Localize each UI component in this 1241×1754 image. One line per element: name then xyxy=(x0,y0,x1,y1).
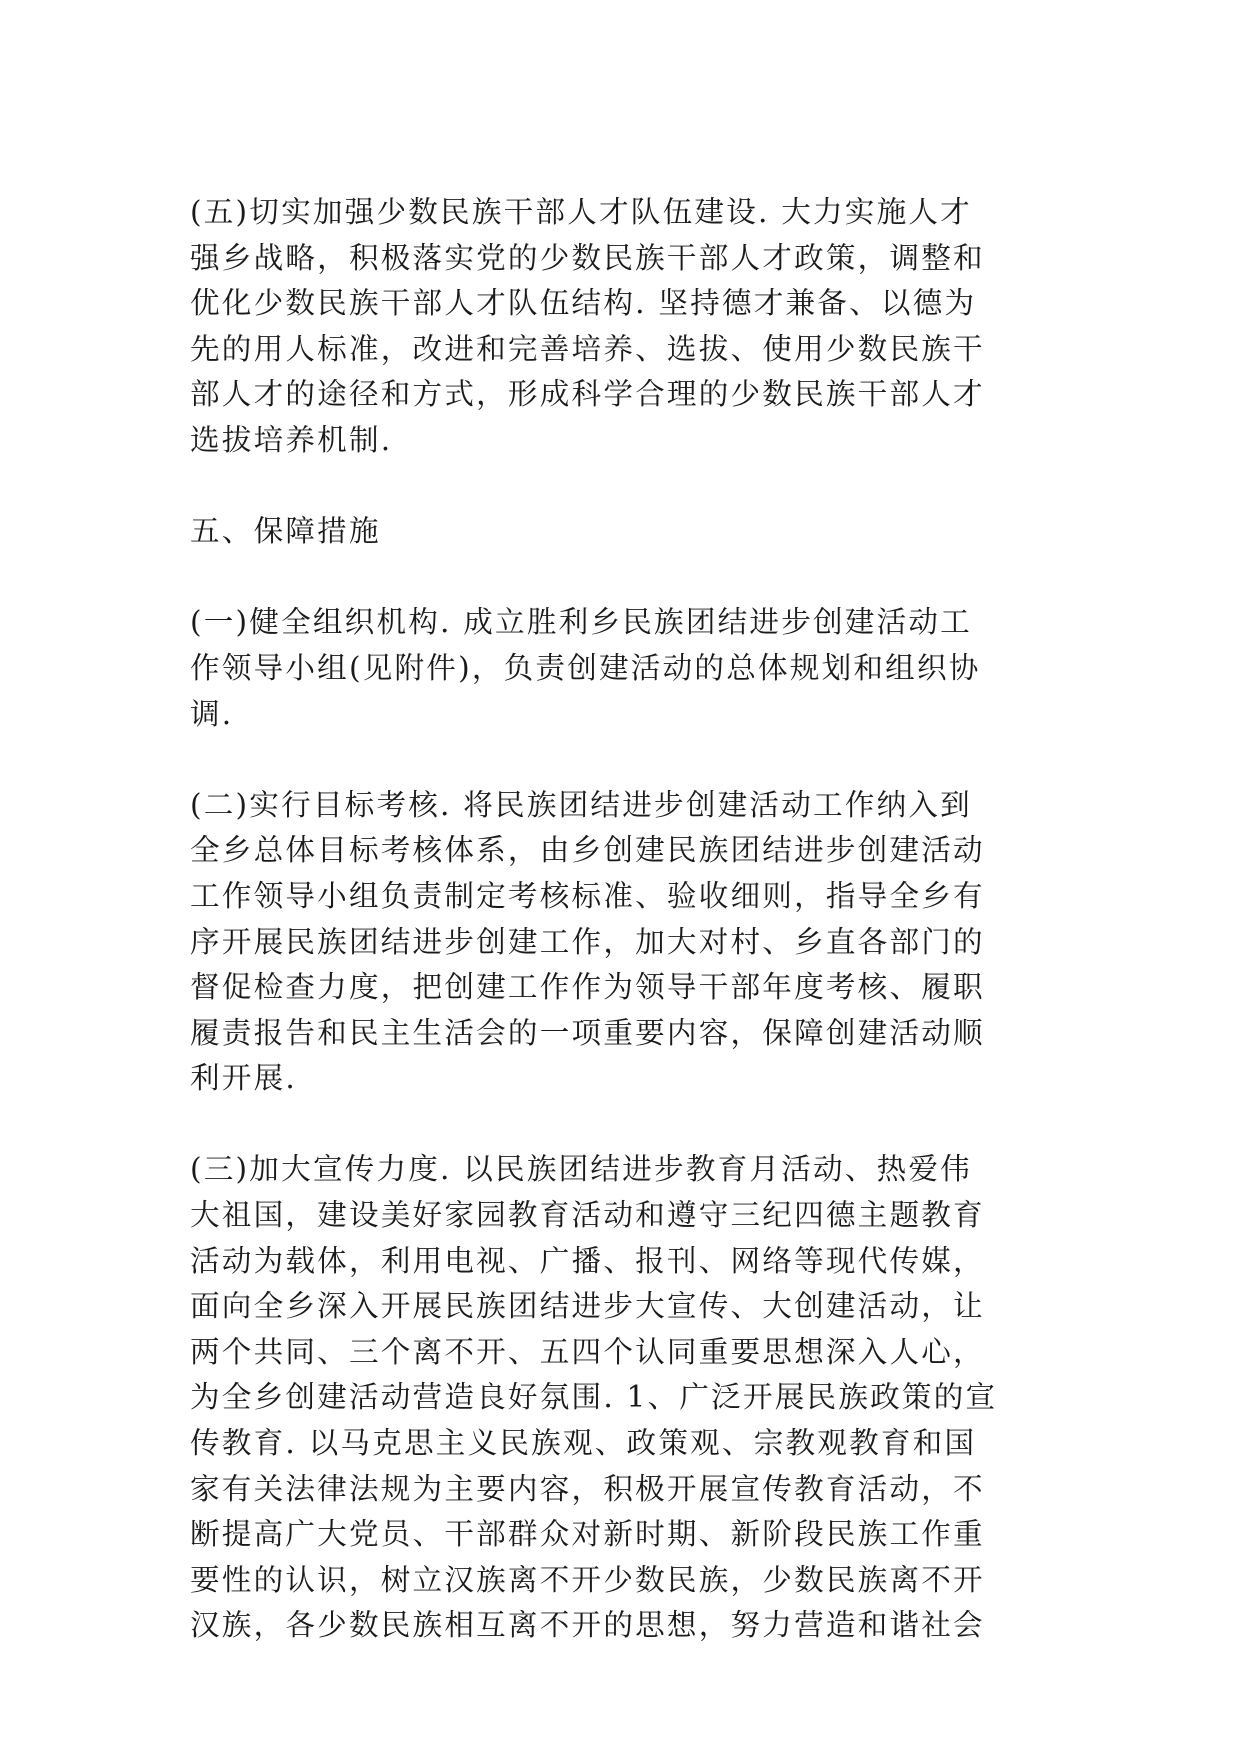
document-body xyxy=(190,190,1035,1695)
paragraph-target-assessment: (二)实行目标考核. 将民族团结进步创建活动工作纳入到 全乡总体目标考核体系，由乡创建民族团结进步创建活动 工作领导小组负责制定考核标准、验收细则，指导全乡有 序开展民族团结进步创建工作，加大对村、乡直各部门的 督促检查力度，把创建工作作为领导干部年度考核、履职 履责报告和民主生活会的一项重要内容，保障创建活动顺 利开展. xyxy=(190,787,985,1096)
paragraph-organization: (一)健全组织机构. 成立胜利乡民族团结进步创建活动工 作领导小组(见附件)，负责创建活动的总体规划和组织协 调. xyxy=(190,605,981,731)
section-heading-safeguards: 五、保障措施 xyxy=(190,514,381,549)
paragraph-cadre-building: (五)切实加强少数民族干部人才队伍建设. 大力实施人才 强乡战略，积极落实党的少数民族干部人才政策，调整和 优化少数民族干部人才队伍结构. 坚持德才兼备、以德为 先的用人标准，改进和完善培养、选拔、使用少数民族干 部人才的途径和方式，形成科学合理的少数民族干部人才 选拔培养机制. xyxy=(190,195,985,457)
paragraph-publicity: (三)加大宣传力度. 以民族团结进步教育月活动、热爱伟 大祖国，建设美好家园教育活动和遵守三纪四德主题教育 活动为载体，利用电视、广播、报刊、网络等现代传媒， 面向全乡深入开展民族团结进步大宣传、大创建活动，让 两个共同、三个离不开、五四个认同重要思想深入人心， 为全乡创建活动营造良好氛围. 1、广泛开展民族政策的宣 传教育. 以马克思主义民族观、政策观、宗教观教育和国 家有关法律法规为主要内容，积极开展宣传教育活动，不 断提高广大党员、干部群众对新时期、新阶段民族工作重 要性的认识，树立汉族离不开少数民族，少数民族离不开 汉族，各少数民族相互离不开的思想，努力营造和谐社会 xyxy=(190,1152,998,1643)
